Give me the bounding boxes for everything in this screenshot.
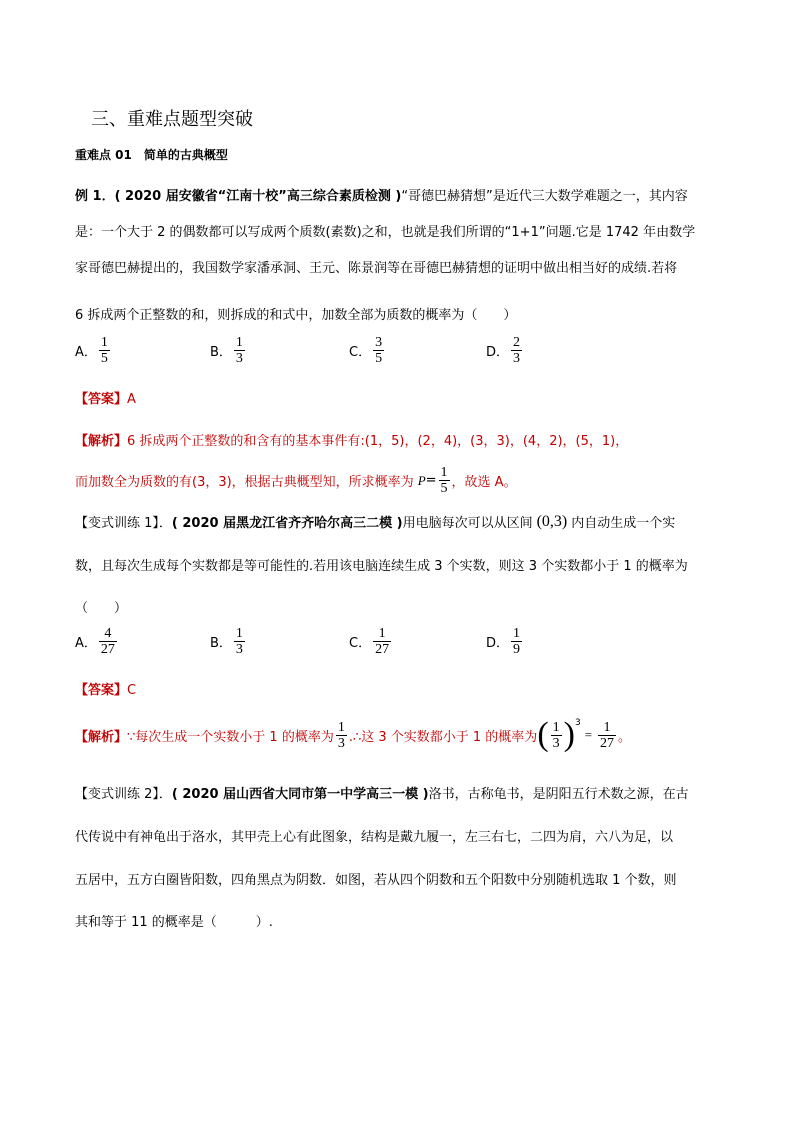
subsection-title: 重难点 01 简单的古典概型	[75, 148, 228, 162]
example1-line2: 是：一个大于 2 的偶数都可以写成两个质数(素数)之和，也就是我们所谓的“1+1”问题.它是 1742 年由数学	[75, 225, 696, 240]
variant1-option-d: D． $\frac{1}{9}$	[486, 626, 521, 657]
example1-text: “哥德巴赫猜想”是近代三大数学难题之一，其内容	[401, 189, 688, 204]
example1-answer: 【答案】A	[75, 392, 136, 407]
example1-prefix: 例 1．	[75, 189, 115, 204]
option-a-fraction: $\frac{1}{5}$	[100, 335, 108, 366]
v1-option-b-fraction: $\frac{1}{3}$	[235, 626, 243, 657]
option-b-fraction: $\frac{1}{3}$	[235, 335, 243, 366]
example1-option-a: A． $\frac{1}{5}$	[75, 335, 108, 366]
v1-analysis-fraction1: $\frac{1}{3}$	[337, 719, 345, 751]
example1-option-b: B． $\frac{1}{3}$	[210, 335, 243, 366]
example1-line3: 家哥德巴赫提出的，我国数学家潘承洞、王元、陈景润等在哥德巴赫猜想的证明中做出相当好的成绩.若将	[75, 261, 678, 276]
variant1-line2: 数，且每次生成每个实数都是等可能性的.若用该电脑连续生成 3 个实数，则这 3 个实数都小于 1 的概率为	[75, 559, 688, 574]
example1-analysis-line1: 【解析】6 拆成两个正整数的和含有的基本事件有:(1，5)，(2，4)，(3，3)，(4，2)，(5，1)，	[75, 434, 629, 449]
example1-option-c: C． $\frac{3}{5}$	[349, 335, 383, 366]
v1-option-c-fraction: $\frac{1}{27}$	[375, 626, 390, 657]
variant2-line3: 五居中，五方白圈皆阳数，四角黑点为阴数．如图，若从四个阴数和五个阳数中分别随机选取 1 个数，则	[75, 873, 677, 888]
power-expression: ( $\frac{1}{3}$ ) 3 = $\frac{1}{27}$	[537, 716, 615, 753]
v1-option-a-fraction: $\frac{4}{27}$	[100, 626, 115, 657]
analysis-fraction: $\frac{1}{5}$	[440, 465, 448, 496]
example1-source: ( 2020 届安徽省“江南十校”高三综合素质检测 )	[114, 189, 402, 204]
example1-line1	[75, 185, 688, 204]
variant1-option-c: C． $\frac{1}{27}$	[349, 626, 390, 657]
variant1-option-b: B． $\frac{1}{3}$	[210, 626, 243, 657]
section-title: 三、重难点题型突破	[91, 109, 253, 130]
variant1-answer: 【答案】C	[75, 683, 137, 698]
example1-line4: 6 拆成两个正整数的和，则拆成的和式中，加数全部为质数的概率为（ ）	[75, 308, 517, 323]
v1-option-d-fraction: $\frac{1}{9}$	[513, 626, 521, 657]
example1-analysis-line2: 而加数全为质数的有(3，3)，根据古典概型知，所求概率为 P = $\frac{1}{5}$ ，故选 A。	[75, 465, 517, 496]
option-c-fraction: $\frac{3}{5}$	[375, 335, 383, 366]
variant1-option-a: A． $\frac{4}{27}$	[75, 626, 115, 657]
variant2-line2: 代传说中有神龟出于洛水，其甲壳上心有此图象，结构是戴九履一，左三右七，二四为肩，六八为足，以	[75, 830, 674, 845]
variant1-line3: （ ）	[75, 601, 128, 616]
example1-option-d: D． $\frac{2}{3}$	[486, 335, 521, 366]
option-d-fraction: $\frac{2}{3}$	[513, 335, 521, 366]
variant2-line4: 其和等于 11 的概率是（ ）.	[75, 915, 273, 930]
variant2-line1: 【变式训练 2】．( 2020 届山西省大同市第一中学高三一模 )洛书，古称龟书，是阴阳五行术数之源，在古	[75, 787, 689, 802]
variant1-line1: 【变式训练 1】． ( 2020 届黑龙江省齐齐哈尔高三二模 ) 用电脑每次可以从区间 (0,3) 内自动生成一个实	[75, 512, 676, 531]
variant1-analysis: 【解析】 ∵每次生成一个实数小于 1 的概率为 $\frac{1}{3}$ .∴这 3 个实数都小于 1 的概率为 ( $\frac{1}{3}$ ) 3 = $\frac{1}{27}$ 。	[75, 716, 632, 753]
interval: (0,3)	[536, 512, 568, 530]
